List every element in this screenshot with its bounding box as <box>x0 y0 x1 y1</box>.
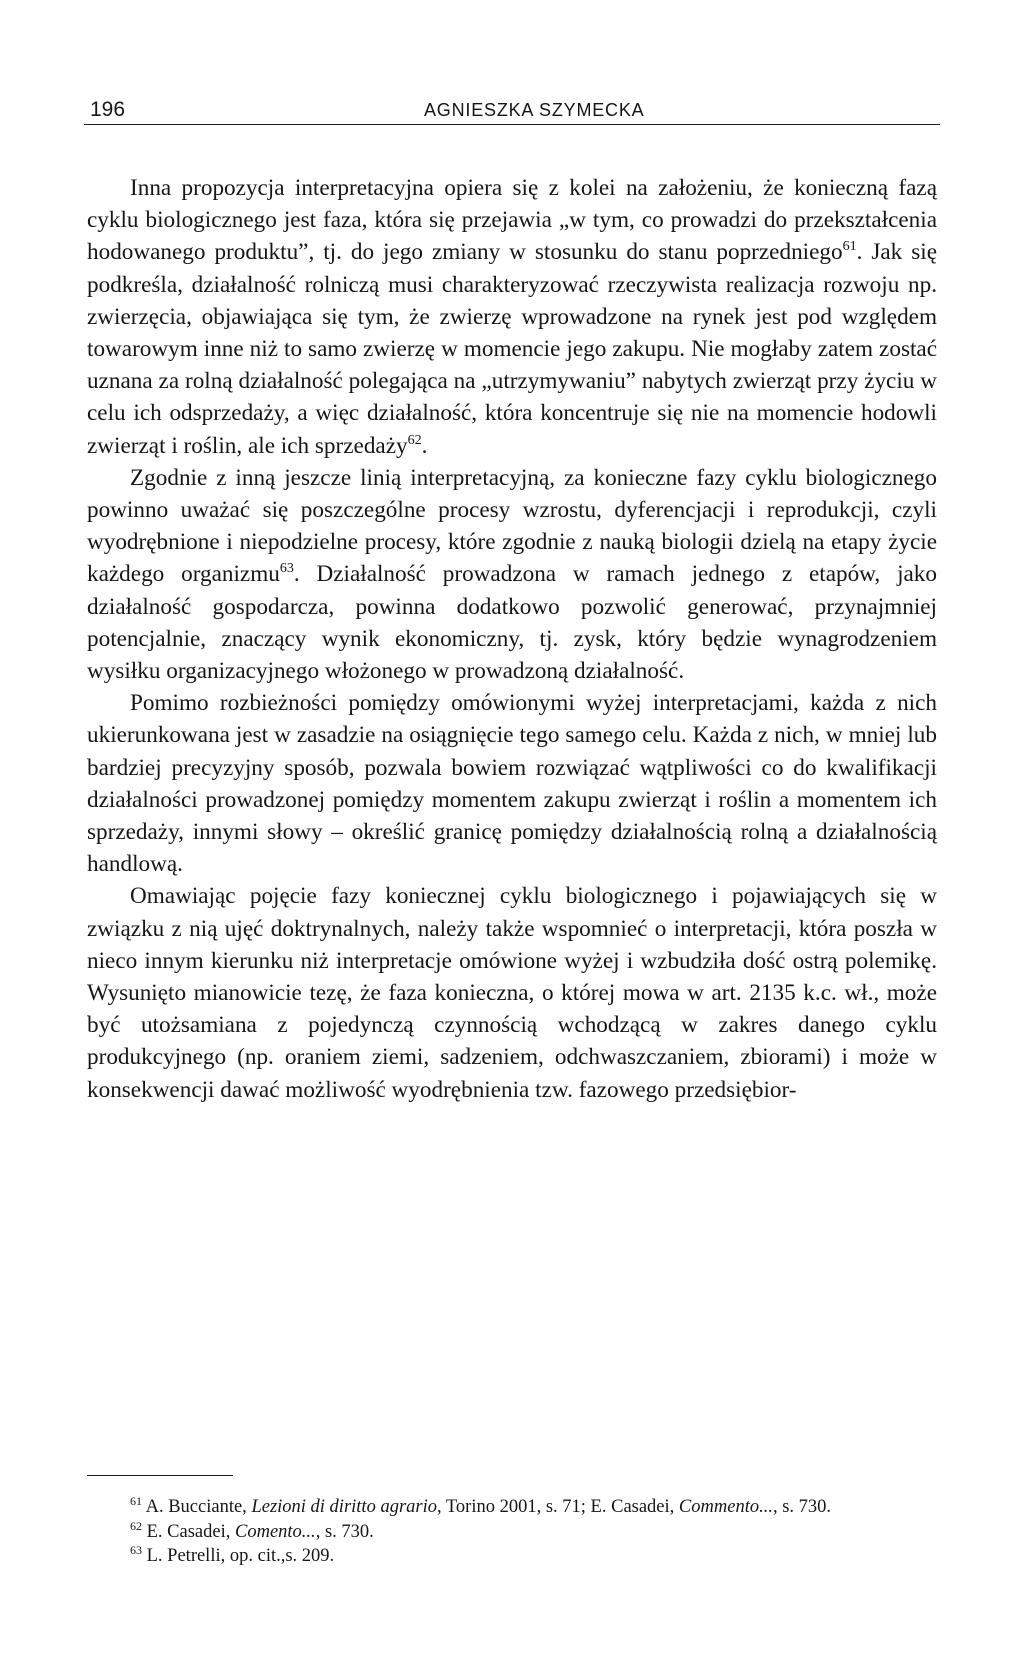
footnote-62 <box>87 1520 937 1545</box>
paragraph-2-text-a: Zgodnie z inną jeszcze linią interpretacyjną, za konieczne fazy cyklu biologicznego powinno uważać się poszczególne procesy wzrostu, dyferencjacji i reprodukcji, czyli wyodrębnione i niepodzielne procesy, które zgodnie z nauką biologii dzielą na etapy życie każdego organizmu <box>87 464 937 588</box>
paragraph-3: Pomimo rozbieżności pomiędzy omówionymi wyżej interpretacjami, każda z nich ukierunkowana jest w zasadzie na osiągnięcie tego samego celu. Każda z nich, w mniej lub bardziej precyzyjny sposób, pozwala bowiem rozwiązać wątpliwości co do kwalifikacji działalności prowadzonej pomiędzy momentem zakupu zwierząt i roślin a momentem ich sprzedaży, innymi słowy – określić granicę pomiędzy działalnością rolną a działalnością handlową. <box>87 690 937 878</box>
footnote-ref-61[interactable]: 61 <box>842 239 857 255</box>
footnote-61 <box>87 1495 937 1520</box>
paragraph-1-text-a: Inna propozycja interpretacyjna opiera się z kolei na założeniu, że konieczną fazą cyklu biologicznego jest faza, która się przejawia „w tym, co prowadzi do przekształcenia hodowanego produktu”, tj. do jego zmiany w stosunku do stanu poprzedniego <box>87 175 937 266</box>
footnote-text: L. Petrelli, op. cit.,s. 209. <box>142 1546 335 1566</box>
footnote-63 <box>87 1544 937 1569</box>
footnote-text: , s. 730. <box>772 1497 832 1517</box>
footnote-number: 63 <box>130 1543 142 1557</box>
footnote-text: , s. 730. <box>315 1521 374 1542</box>
paragraph-2-text-b: . Działalność prowadzona w ramach jednego z etapów, jako działalność gospodarcza, powinna dodatkowo pozwolić generować, przynajmniej potencjalnie, znaczący wynik ekonomiczny, tj. zysk, który będzie wynagrodzeniem wysiłku organizacyjnego włożonego w prowadzoną działalność. <box>87 561 937 685</box>
paragraph-1 <box>87 172 937 462</box>
footnote-number: 61 <box>130 1494 142 1508</box>
page-number: 196 <box>90 98 126 121</box>
footnote-number: 62 <box>130 1518 142 1533</box>
footnote-title: Commento... <box>678 1497 773 1517</box>
paragraph-1-text-b: . Jak się podkreśla, działalność rolniczą musi charakteryzować rzeczywista realizacja rozwoju np. zwierzęcia, objawiająca się tym, że zwierzę wprowadzone na rynek jest pod względem towarowym inne niż to samo zwierzę w momencie jego zakupu. Nie mogłaby zatem zostać uznana za rolną działalność polegająca na „utrzymywaniu” nabytych zwierząt przy życiu w celu ich odsprzedaży, a więc działalność, która koncentruje się nie na momencie hodowli zwierząt i roślin, ale ich sprzedaży <box>87 239 938 459</box>
running-head-author: AGNIESZKA SZYMECKA <box>424 100 645 120</box>
running-head <box>84 94 940 126</box>
footnotes <box>87 1495 937 1569</box>
paragraph-2 <box>87 462 937 687</box>
footnote-title: Comento... <box>235 1521 316 1542</box>
footnote-text: , Torino 2001, s. 71; E. Casadei, <box>436 1497 679 1517</box>
footnote-separator <box>87 1475 233 1476</box>
paragraph-1-text-c: . <box>421 432 428 459</box>
footnote-text: A. Bucciante, <box>142 1497 252 1517</box>
footnote-ref-62[interactable]: 62 <box>407 432 422 448</box>
footnote-text: E. Casadei, <box>142 1521 235 1542</box>
footnote-title: Lezioni di diritto agrario <box>251 1497 437 1517</box>
header-rule <box>84 124 940 125</box>
body-text <box>87 172 937 1106</box>
paragraph-4: Omawiając pojęcie fazy koniecznej cyklu biologicznego i pojawiających się w związku z nią ujęć doktrynalnych, należy także wspomnieć o interpretacji, która poszła w nieco innym kierunku niż interpretacje omówione wyżej i wzbudziła dość ostrą polemikę. Wysunięto mianowicie tezę, że faza konieczna, o której mowa w art. 2135 k.c. wł., może być utożsamiana z pojedynczą czynnością wchodzącą w zakres danego cyklu produkcyjnego (np. oraniem ziemi, sadzeniem, odchwaszczaniem, zbiorami) i może w konsekwencji dawać możliwość wyodrębnienia tzw. fazowego przedsiębior- <box>87 883 937 1103</box>
footnote-ref-63[interactable]: 63 <box>279 561 294 577</box>
